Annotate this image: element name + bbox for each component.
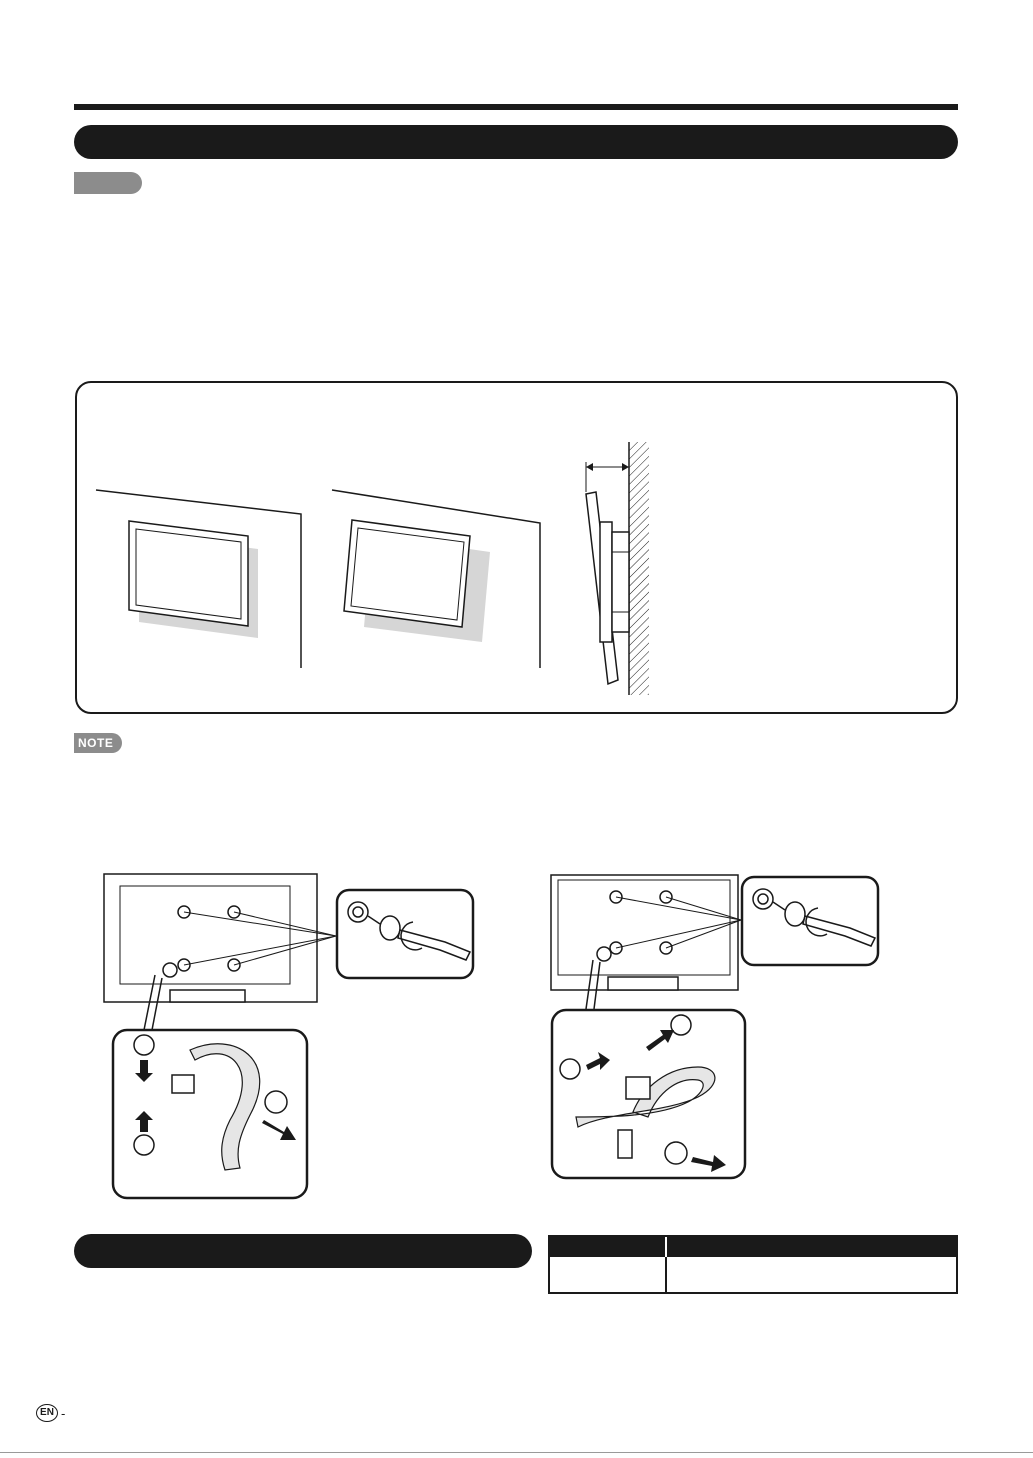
wall-mount-side-view-illustration (578, 442, 658, 697)
section-header-bar (74, 125, 958, 159)
spec-table-header-divider (665, 1237, 667, 1257)
tv-back-left-illustration (100, 870, 480, 1205)
spec-table-header (550, 1237, 956, 1257)
top-rule (74, 104, 958, 110)
section-header-bar-2 (74, 1234, 532, 1268)
page-number-prefix: - (61, 1406, 66, 1421)
note-tab: NOTE (74, 733, 122, 753)
bottom-rule (0, 1452, 1033, 1453)
wall-mount-vertical-illustration (96, 488, 306, 673)
tv-back-right-illustration (548, 872, 883, 1182)
caution-tab (74, 172, 142, 194)
language-badge: EN (36, 1404, 58, 1422)
wall-mount-tilted-illustration (332, 490, 547, 675)
